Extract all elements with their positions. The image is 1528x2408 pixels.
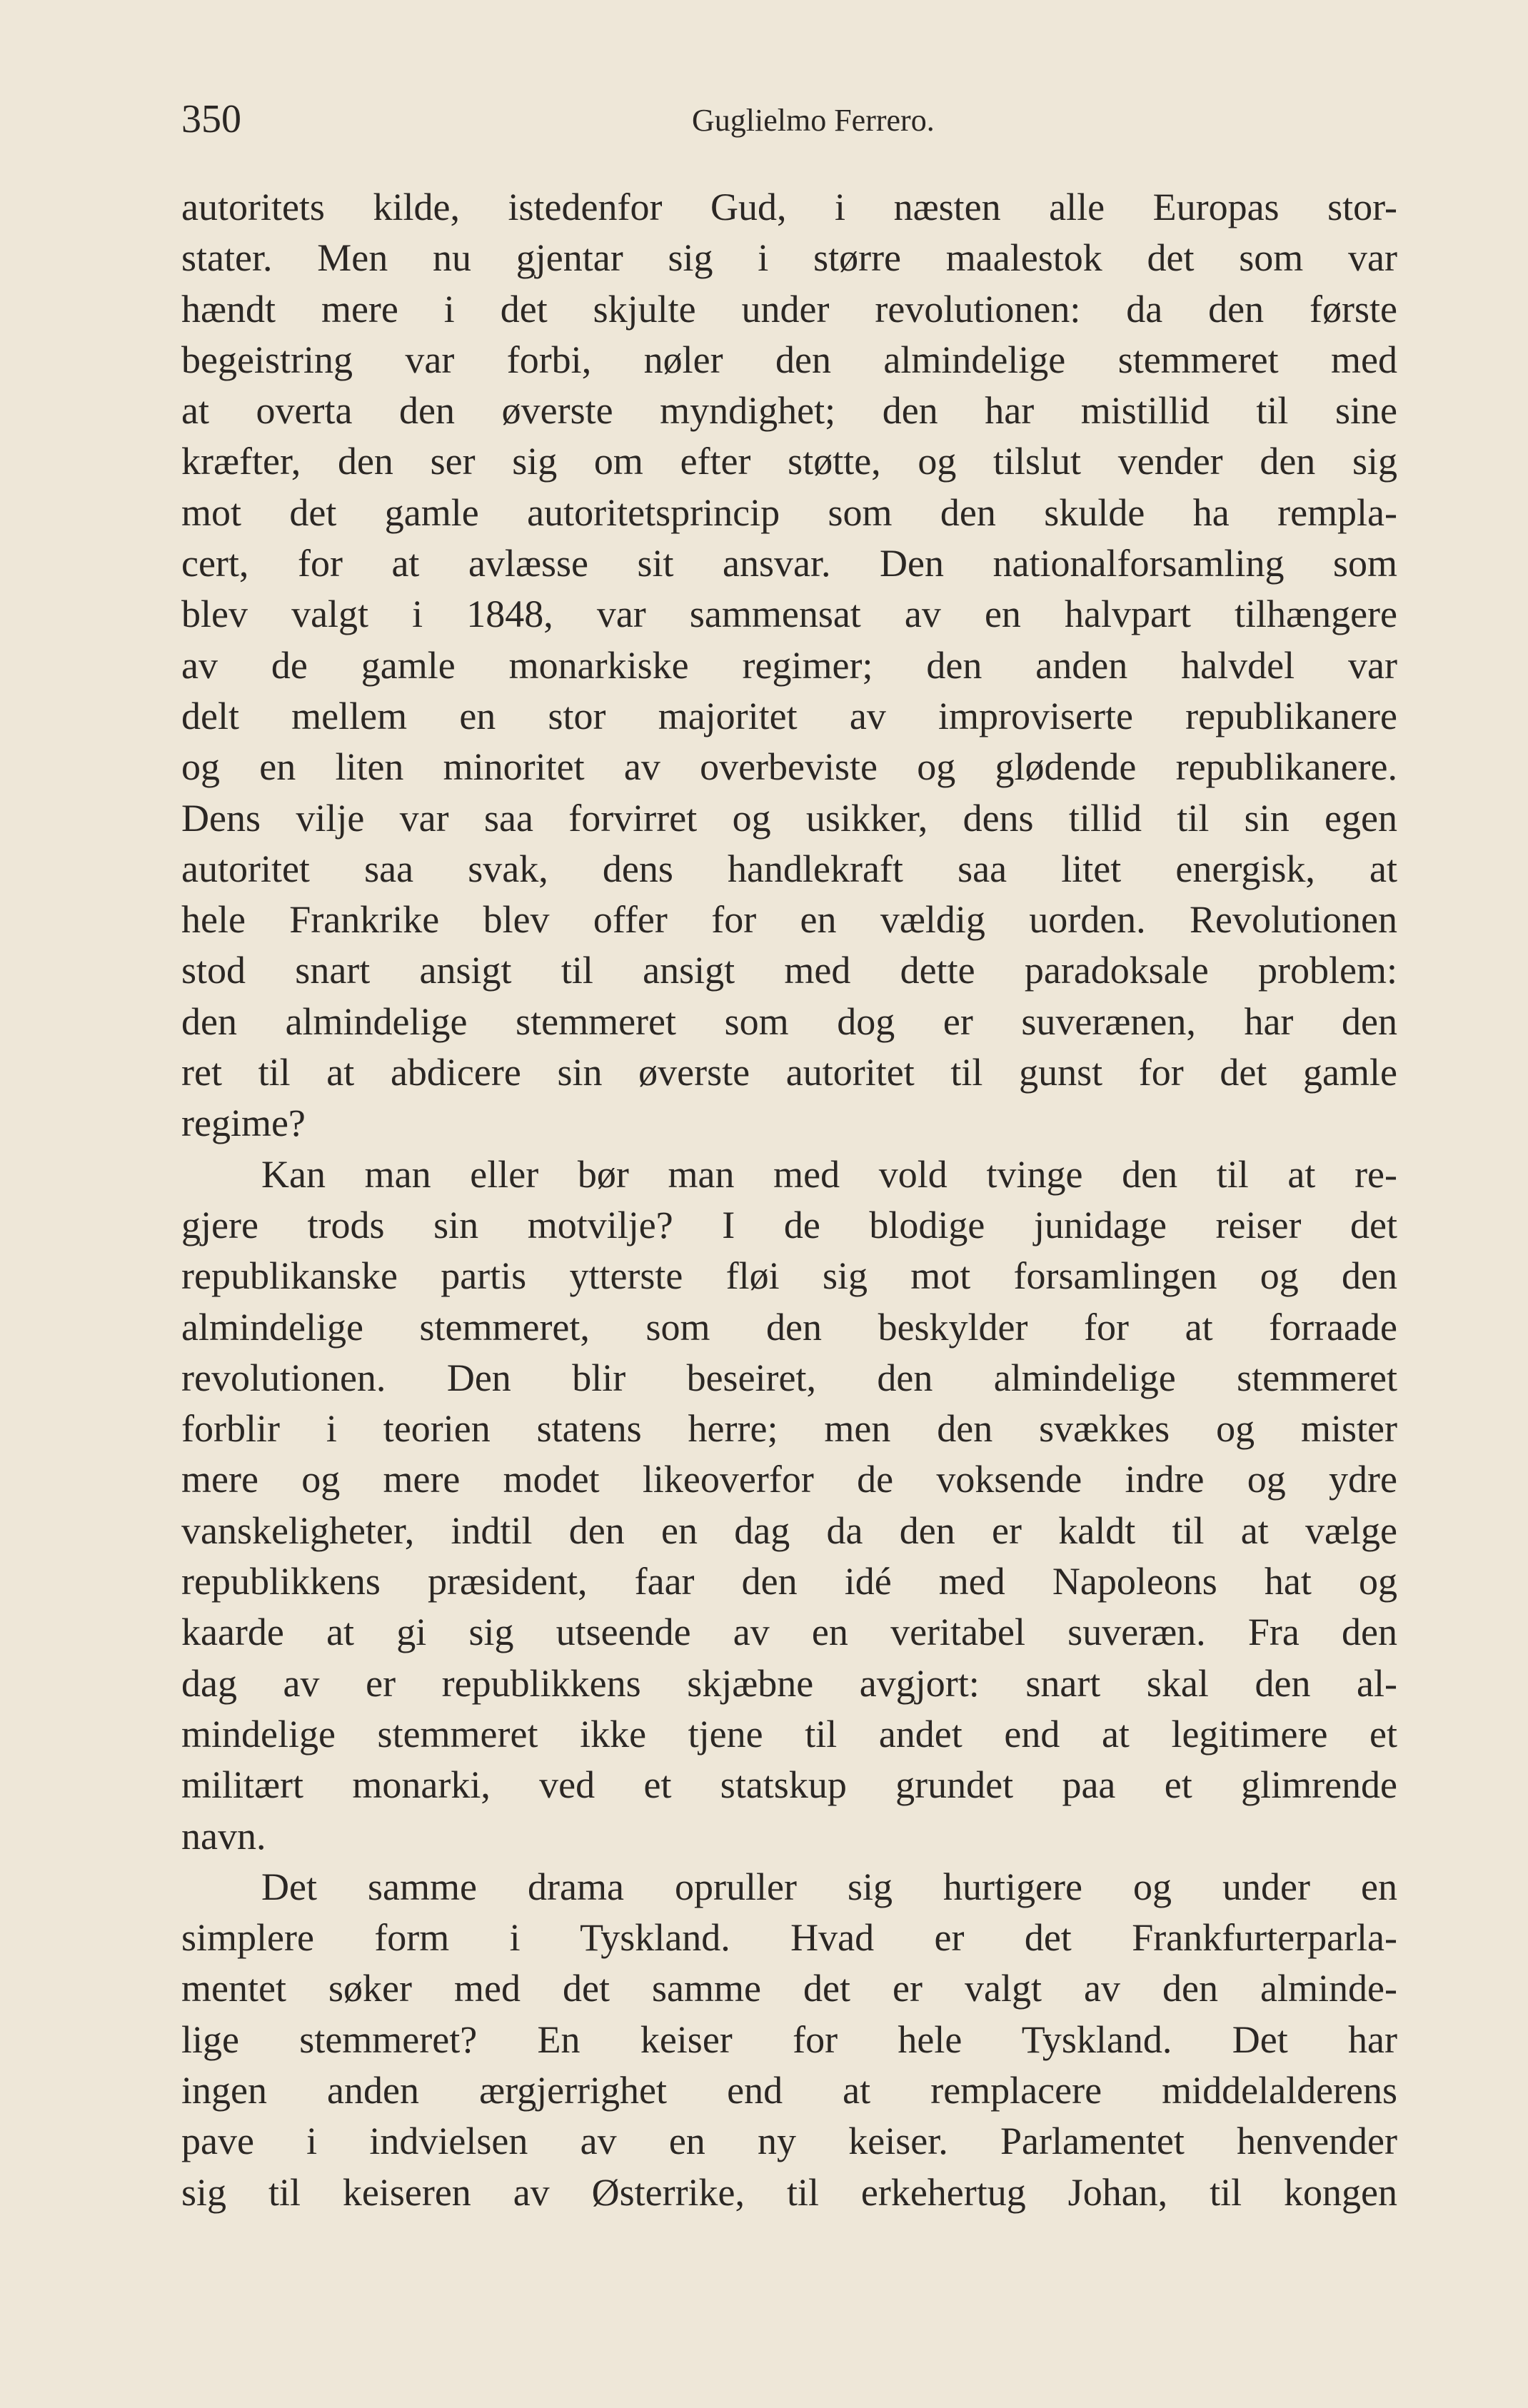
text-line-content: revolutionen. Den blir beseiret, den almindelige stemmeret <box>181 1356 1397 1399</box>
text-line <box>181 2065 1397 2116</box>
text-line <box>181 2015 1397 2065</box>
text-line <box>181 945 1397 996</box>
text-line-content: ingen anden ærgjerrighet end at remplacere middelalderens <box>181 2068 1397 2112</box>
text-line <box>181 182 1397 233</box>
text-line-content: sig til keiseren av Østerrike, til erkehertug Johan, til kongen <box>181 2170 1397 2214</box>
text-line-content: stater. Men nu gjentar sig i større maalestok det som var <box>181 236 1397 280</box>
text-line <box>181 1556 1397 1607</box>
text-line <box>181 2116 1397 2167</box>
text-line-content: simplere form i Tyskland. Hvad er det Frankfurterparla- <box>181 1916 1397 1960</box>
text-line <box>181 793 1397 844</box>
text-line-content: mindelige stemmeret ikke tjene til andet end at legitimere et <box>181 1712 1397 1755</box>
text-line-content: stod snart ansigt til ansigt med dette paradoksale problem: <box>181 949 1397 992</box>
text-line-content: Det samme drama opruller sig hurtigere og under en <box>261 1865 1397 1908</box>
text-line <box>181 1404 1397 1454</box>
text-line-content: kaarde at gi sig utseende av en veritabel suveræn. Fra den <box>181 1611 1397 1654</box>
text-line <box>181 895 1397 945</box>
text-line <box>181 1353 1397 1404</box>
text-line-content: republikanske partis ytterste fløi sig mot forsamlingen og den <box>181 1254 1397 1298</box>
text-line <box>181 640 1397 691</box>
text-line-content: lige stemmeret? En keiser for hele Tyskland. Det har <box>181 2017 1397 2061</box>
text-line <box>181 589 1397 640</box>
page-header <box>181 96 1397 146</box>
text-line-content: Dens vilje var saa forvirret og usikker, dens tillid til sin egen <box>181 796 1397 840</box>
text-line <box>181 1709 1397 1760</box>
text-line <box>181 1098 1397 1149</box>
text-line-content: vanskeligheter, indtil den en dag da den er kaldt til at vælge <box>181 1508 1397 1552</box>
text-line <box>181 742 1397 792</box>
text-line-content: gjere trods sin motvilje? I de blodige junidage reiser det <box>181 1203 1397 1246</box>
text-line <box>181 1811 1397 1862</box>
body-text <box>181 182 1397 2218</box>
text-line-content: Kan man eller bør man med vold tvinge den til at re- <box>261 1152 1397 1196</box>
text-line <box>181 1862 1397 1913</box>
text-line-content: delt mellem en stor majoritet av improviserte republikanere <box>181 694 1397 737</box>
text-line-content: kræfter, den ser sig om efter støtte, og tilslut vender den sig <box>181 440 1397 483</box>
text-line-content: at overta den øverste myndighet; den har mistillid til sine <box>181 389 1397 433</box>
text-line-content: hændt mere i det skjulte under revolutionen: da den første <box>181 287 1397 331</box>
text-line <box>181 436 1397 487</box>
text-line <box>181 386 1397 436</box>
text-line <box>181 335 1397 386</box>
running-title: Guglielmo Ferrero. <box>692 103 935 138</box>
text-line <box>181 1302 1397 1353</box>
text-line <box>181 691 1397 742</box>
text-line-content: dag av er republikkens skjæbne avgjort: snart skal den al- <box>181 1661 1397 1705</box>
page-number: 350 <box>181 97 241 141</box>
text-line-content: av de gamle monarkiske regimer; den anden halvdel var <box>181 643 1397 687</box>
text-line <box>181 1607 1397 1658</box>
text-line <box>181 1913 1397 1963</box>
text-line-content: navn. <box>181 1814 266 1858</box>
text-line-content: den almindelige stemmeret som dog er suverænen, har den <box>181 999 1397 1043</box>
text-line <box>181 1454 1397 1505</box>
text-line <box>181 1200 1397 1251</box>
text-line <box>181 2167 1397 2218</box>
text-line-content: blev valgt i 1848, var sammensat av en halvpart tilhængere <box>181 593 1397 636</box>
text-line <box>181 1760 1397 1810</box>
text-line <box>181 1047 1397 1098</box>
text-line-content: forblir i teorien statens herre; men den svækkes og mister <box>181 1407 1397 1451</box>
text-line-content: autoritets kilde, istedenfor Gud, i næsten alle Europas stor- <box>181 186 1397 228</box>
text-line-content: og en liten minoritet av overbeviste og glødende republikanere. <box>181 745 1397 789</box>
text-line-content: mot det gamle autoritetsprincip som den skulde ha rempla- <box>181 490 1397 534</box>
text-line <box>181 844 1397 895</box>
text-line <box>181 1658 1397 1709</box>
text-line-content: cert, for at avlæsse sit ansvar. Den nationalforsamling som <box>181 542 1397 585</box>
text-line-content: mentet søker med det samme det er valgt av den alminde- <box>181 1967 1397 2010</box>
text-line <box>181 488 1397 538</box>
text-line-content: begeistring var forbi, nøler den almindelige stemmeret med <box>181 338 1397 381</box>
text-line <box>181 997 1397 1047</box>
text-line <box>181 538 1397 589</box>
text-line-content: militært monarki, ved et statskup grundet paa et glimrende <box>181 1763 1397 1807</box>
text-line-content: republikkens præsident, faar den idé med Napoleons hat og <box>181 1560 1397 1603</box>
text-line <box>181 1506 1397 1556</box>
text-line-content: ret til at abdicere sin øverste autoritet til gunst for det gamle <box>181 1051 1397 1094</box>
text-line-content: pave i indvielsen av en ny keiser. Parlamentet henvender <box>181 2120 1397 2163</box>
text-line <box>181 1251 1397 1301</box>
text-line-content: mere og mere modet likeoverfor de voksende indre og ydre <box>181 1458 1397 1501</box>
text-line <box>181 284 1397 335</box>
text-line <box>181 1149 1397 1200</box>
text-line-content: regime? <box>181 1102 306 1145</box>
text-line-content: hele Frankrike blev offer for en vældig uorden. Revolutionen <box>181 898 1397 942</box>
text-line-content: autoritet saa svak, dens handlekraft saa litet energisk, at <box>181 847 1397 890</box>
text-line <box>181 233 1397 283</box>
text-line <box>181 1963 1397 2014</box>
text-line-content: almindelige stemmeret, som den beskylder for at forraade <box>181 1305 1397 1349</box>
